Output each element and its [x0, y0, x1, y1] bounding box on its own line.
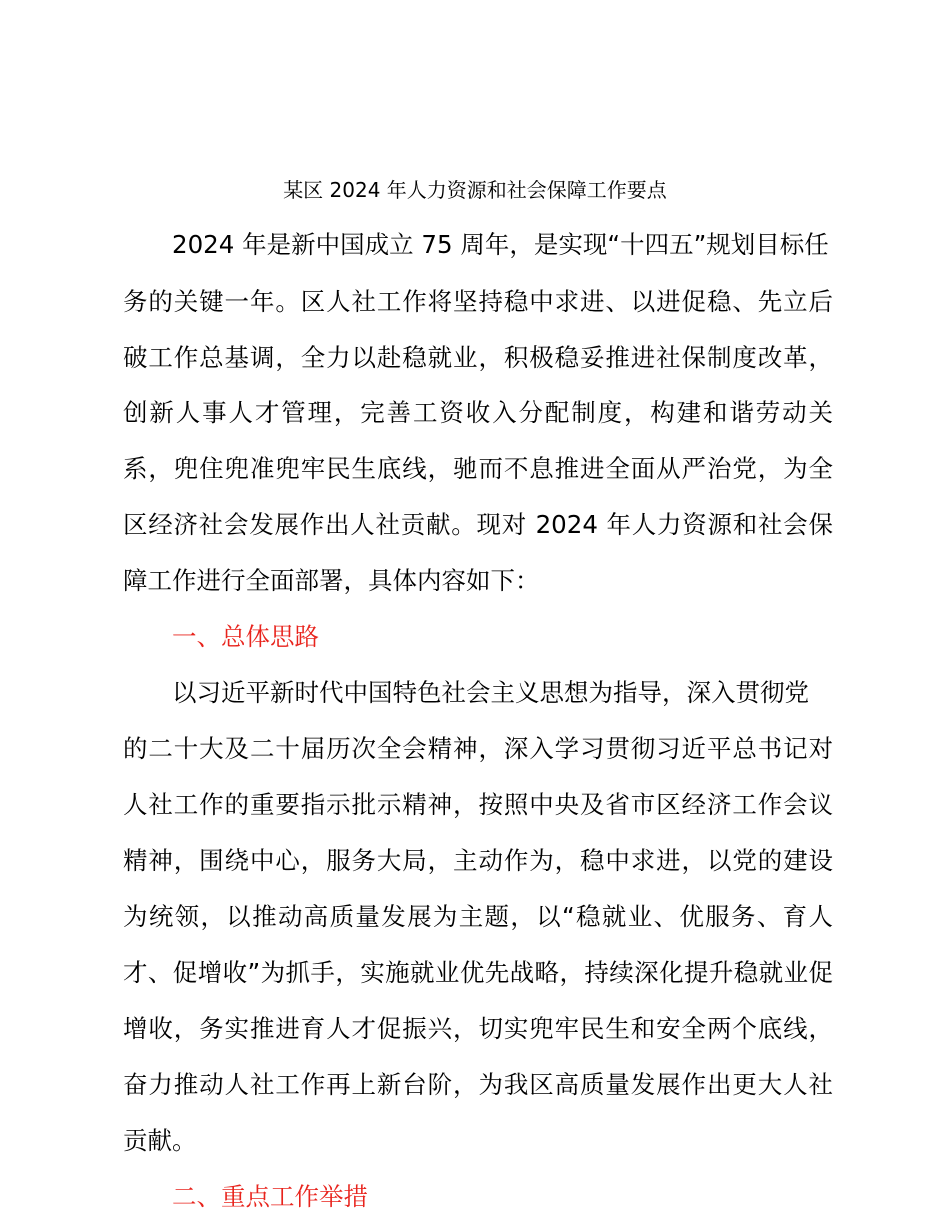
section-heading-key-measures: 二、重点工作举措 — [172, 1182, 368, 1211]
intro-line-3: 破工作总基调，全力以赴稳就业，积极稳妥推进社保制度改革， — [123, 343, 833, 372]
intro-line-4: 创新人事人才管理，完善工资收入分配制度，构建和谐劳动关 — [123, 398, 833, 427]
section1-line-9: 贡献。 — [123, 1126, 197, 1155]
section1-line-3: 人社工作的重要指示批示精神，按照中央及省市区经济工作会议 — [123, 790, 833, 819]
intro-line-5: 系，兜住兜准兜牢民生底线，驰而不息推进全面从严治党，为全 — [123, 454, 833, 483]
section1-line-5: 为统领，以推动高质量发展为主题，以“稳就业、优服务、育人 — [123, 902, 833, 931]
intro-line-6: 区经济社会发展作出人社贡献。现对 2024 年人力资源和社会保 — [123, 510, 833, 539]
intro-line-2: 务的关键一年。区人社工作将坚持稳中求进、以进促稳、先立后 — [123, 287, 833, 316]
section1-line-4: 精神，围绕中心，服务大局，主动作为，稳中求进，以党的建设 — [123, 846, 833, 875]
section1-line-6: 才、促增收”为抓手，实施就业优先战略，持续深化提升稳就业促 — [123, 958, 833, 987]
section-heading-overall-approach: 一、总体思路 — [172, 622, 319, 651]
section1-line-8: 奋力推动人社工作再上新台阶，为我区高质量发展作出更大人社 — [123, 1070, 833, 1099]
intro-line-1: 2024 年是新中国成立 75 周年，是实现“十四五”规划目标任 — [172, 230, 829, 259]
document-title: 某区 2024 年人力资源和社会保障工作要点 — [283, 178, 667, 202]
section1-line-7: 增收，务实推进育人才促振兴，切实兜牢民生和安全两个底线， — [123, 1014, 833, 1043]
section1-line-2: 的二十大及二十届历次全会精神，深入学习贯彻习近平总书记对 — [123, 734, 833, 763]
section1-line-1: 以习近平新时代中国特色社会主义思想为指导，深入贯彻党 — [172, 678, 809, 707]
intro-line-7: 障工作进行全面部署，具体内容如下： — [123, 566, 540, 595]
